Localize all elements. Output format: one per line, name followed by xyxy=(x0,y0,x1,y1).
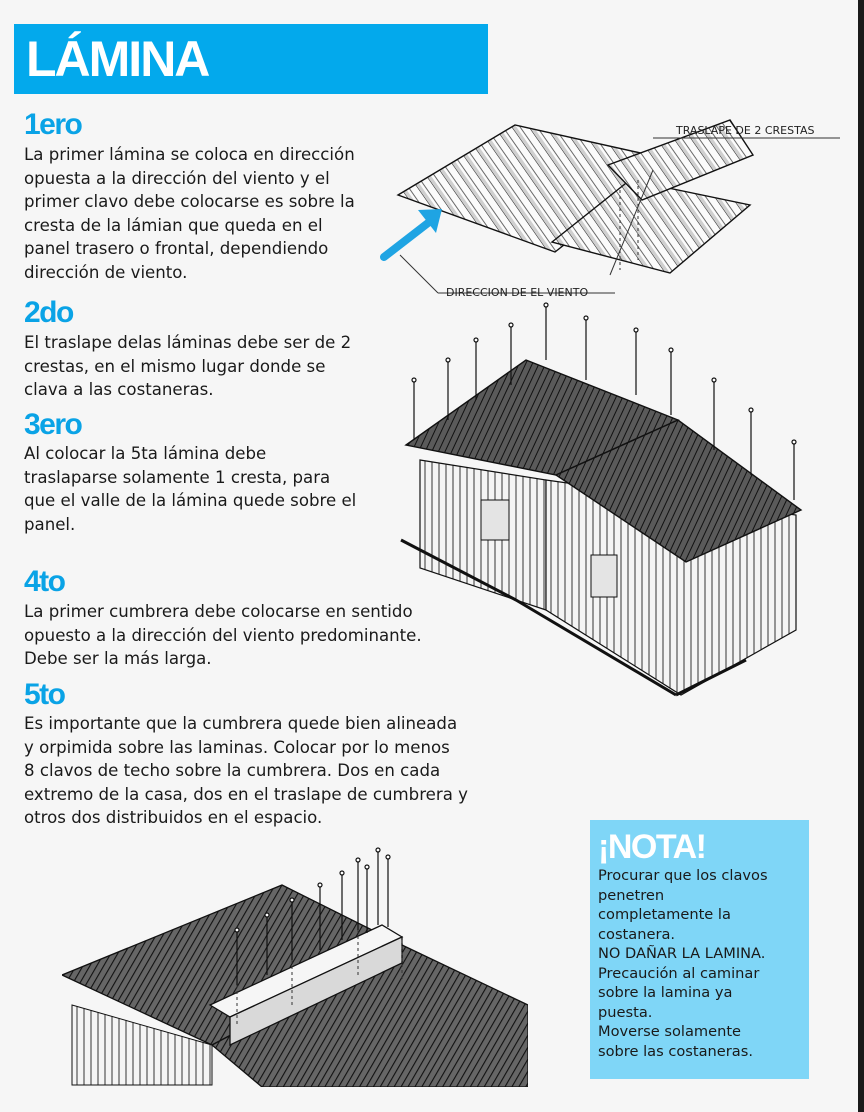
step-3-heading: 3ero xyxy=(24,408,82,441)
note-title: ¡NOTA! xyxy=(598,828,706,866)
note-text: Procurar que los clavos penetren completamente la costanera. NO DAÑAR LA LAMINA. Precaución al caminar sobre la lamina ya puesta. Moverse solamente sobre las costaneras. xyxy=(598,867,768,1060)
step-5-text: Es importante que la cumbrera quede bien alineada y orpimida sobre las laminas. Colocar por lo menos 8 clavos de techo sobre la cumbrera. Dos en cada extremo de la casa, dos en el traslape de cumbrera y otros dos distribuidos en el espacio. xyxy=(24,714,468,827)
step-2-heading: 2do xyxy=(24,296,73,329)
step-4-text: La primer cumbrera debe colocarse en sentido opuesto a la dirección del viento predominante. Debe ser la más larga. xyxy=(24,602,422,668)
step-5-heading: 5to xyxy=(24,678,65,711)
step-1-text: La primer lámina se coloca en dirección opuesta a la dirección del viento y el primer clavo debe colocarse es sobre la cresta de la lámian que queda en el panel trasero o frontal, dependiendo dirección de viento. xyxy=(24,145,355,282)
step-1-heading: 1ero xyxy=(24,108,82,141)
step-2-text: El traslape delas láminas debe ser de 2 crestas, en el mismo lugar donde se clava a las costaneras. xyxy=(24,333,352,399)
overlap-callout: TRASLAPE DE 2 CRESTAS xyxy=(676,124,815,137)
title-banner xyxy=(14,24,488,94)
step-4-heading: 4to xyxy=(24,565,65,598)
step-3-text: Al colocar la 5ta lámina debe traslaparse solamente 1 cresta, para que el valle de la lámina quede sobre el panel. xyxy=(24,444,357,534)
note-box xyxy=(590,820,809,1079)
wind-callout: DIRECCION DE EL VIENTO xyxy=(446,286,589,299)
house-roof-illustration xyxy=(396,300,814,708)
page-title: LÁMINA xyxy=(26,31,209,87)
wind-arrow-icon xyxy=(378,205,448,265)
ridge-cap-illustration xyxy=(62,845,528,1087)
page-edge xyxy=(858,0,864,1112)
corrugated-sheets-illustration xyxy=(380,110,850,310)
